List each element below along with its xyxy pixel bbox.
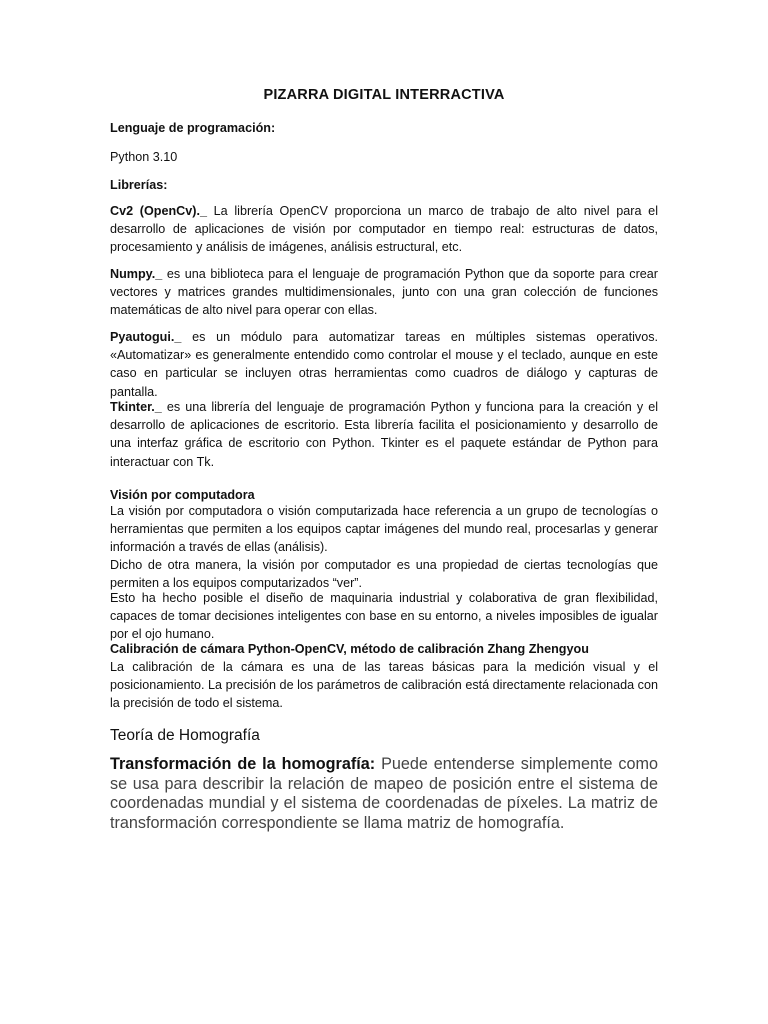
language-value: Python 3.10 xyxy=(110,150,178,164)
cv2-paragraph xyxy=(110,202,658,257)
tkinter-paragraph xyxy=(110,398,658,471)
numpy-text: es una biblioteca para el lenguaje de programación Python que da soporte para crear vectores y matrices grandes multidimensionales, junto con una gran colección de funciones matemáticas de alto nivel para operar con ellas. xyxy=(110,267,658,318)
pyautogui-text: es un módulo para automatizar tareas en múltiples sistemas operativos. «Automatizar» es generalmente entendido como controlar el mouse y el teclado, aunque en este caso en particular se incluyen otras herramientas como cuadros de diálogo y capturas de pantalla. xyxy=(110,330,658,399)
numpy-term: Numpy._ xyxy=(110,267,163,281)
vision-heading: Visión por computadora xyxy=(110,488,255,502)
document-title: PIZARRA DIGITAL INTERRACTIVA xyxy=(263,87,505,103)
libraries-heading: Librerías: xyxy=(110,178,168,192)
pyautogui-paragraph xyxy=(110,328,658,401)
homography-term: Transformación de la homografía: xyxy=(110,755,376,773)
homography-text: Puede entenderse simplemente como se usa para describir la relación de mapeo de posición entre el sistema de coordenadas mundial y el sistema de coordenadas de píxeles. La matriz de transformación correspondiente se llama matriz de homografía. xyxy=(110,755,658,832)
vision-paragraph-3: Esto ha hecho posible el diseño de maquinaria industrial y colaborativa de gran flexibilidad, capaces de tomar decisiones inteligentes con base en su entorno, a niveles imposibles de igualar por el ojo humano. xyxy=(110,591,658,642)
vision-paragraph-1: La visión por computadora o visión computarizada hace referencia a un grupo de tecnologías o herramientas que permiten a los equipos captar imágenes del mundo real, procesarlas y generar información a través de ellas (análisis). xyxy=(110,504,658,555)
language-heading: Lenguaje de programación: xyxy=(110,121,276,135)
pyautogui-term: Pyautogui._ xyxy=(110,330,182,344)
homography-heading: Teoría de Homografía xyxy=(110,727,260,744)
cv2-term: Cv2 (OpenCv)._ xyxy=(110,204,207,218)
vision-paragraph-2: Dicho de otra manera, la visión por computador es una propiedad de ciertas tecnologías que permiten a los equipos computarizados “ver”. xyxy=(110,558,658,591)
calibration-heading: Calibración de cámara Python-OpenCV, método de calibración Zhang Zhengyou xyxy=(110,642,589,656)
tkinter-term: Tkinter._ xyxy=(110,400,162,414)
numpy-paragraph xyxy=(110,265,658,320)
cv2-text: La librería OpenCV proporciona un marco de trabajo de alto nivel para el desarrollo de aplicaciones de visión por computador en tiempo real: estructuras de datos, procesamiento y análisis de imágenes, análisis estructural, etc. xyxy=(110,204,658,255)
homography-paragraph xyxy=(110,755,658,833)
tkinter-text: es una librería del lenguaje de programación Python y funciona para la creación y el desarrollo de aplicaciones de escritorio. Esta librería facilita el posicionamiento y desarrollo de una interfaz gráfica de escritorio con Python. Tkinter es el paquete estándar de Python para interactuar con Tk. xyxy=(110,400,658,469)
calibration-paragraph: La calibración de la cámara es una de las tareas básicas para la medición visual y el posicionamiento. La precisión de los parámetros de calibración está directamente relacionada con la precisión de todo el sistema. xyxy=(110,660,658,711)
